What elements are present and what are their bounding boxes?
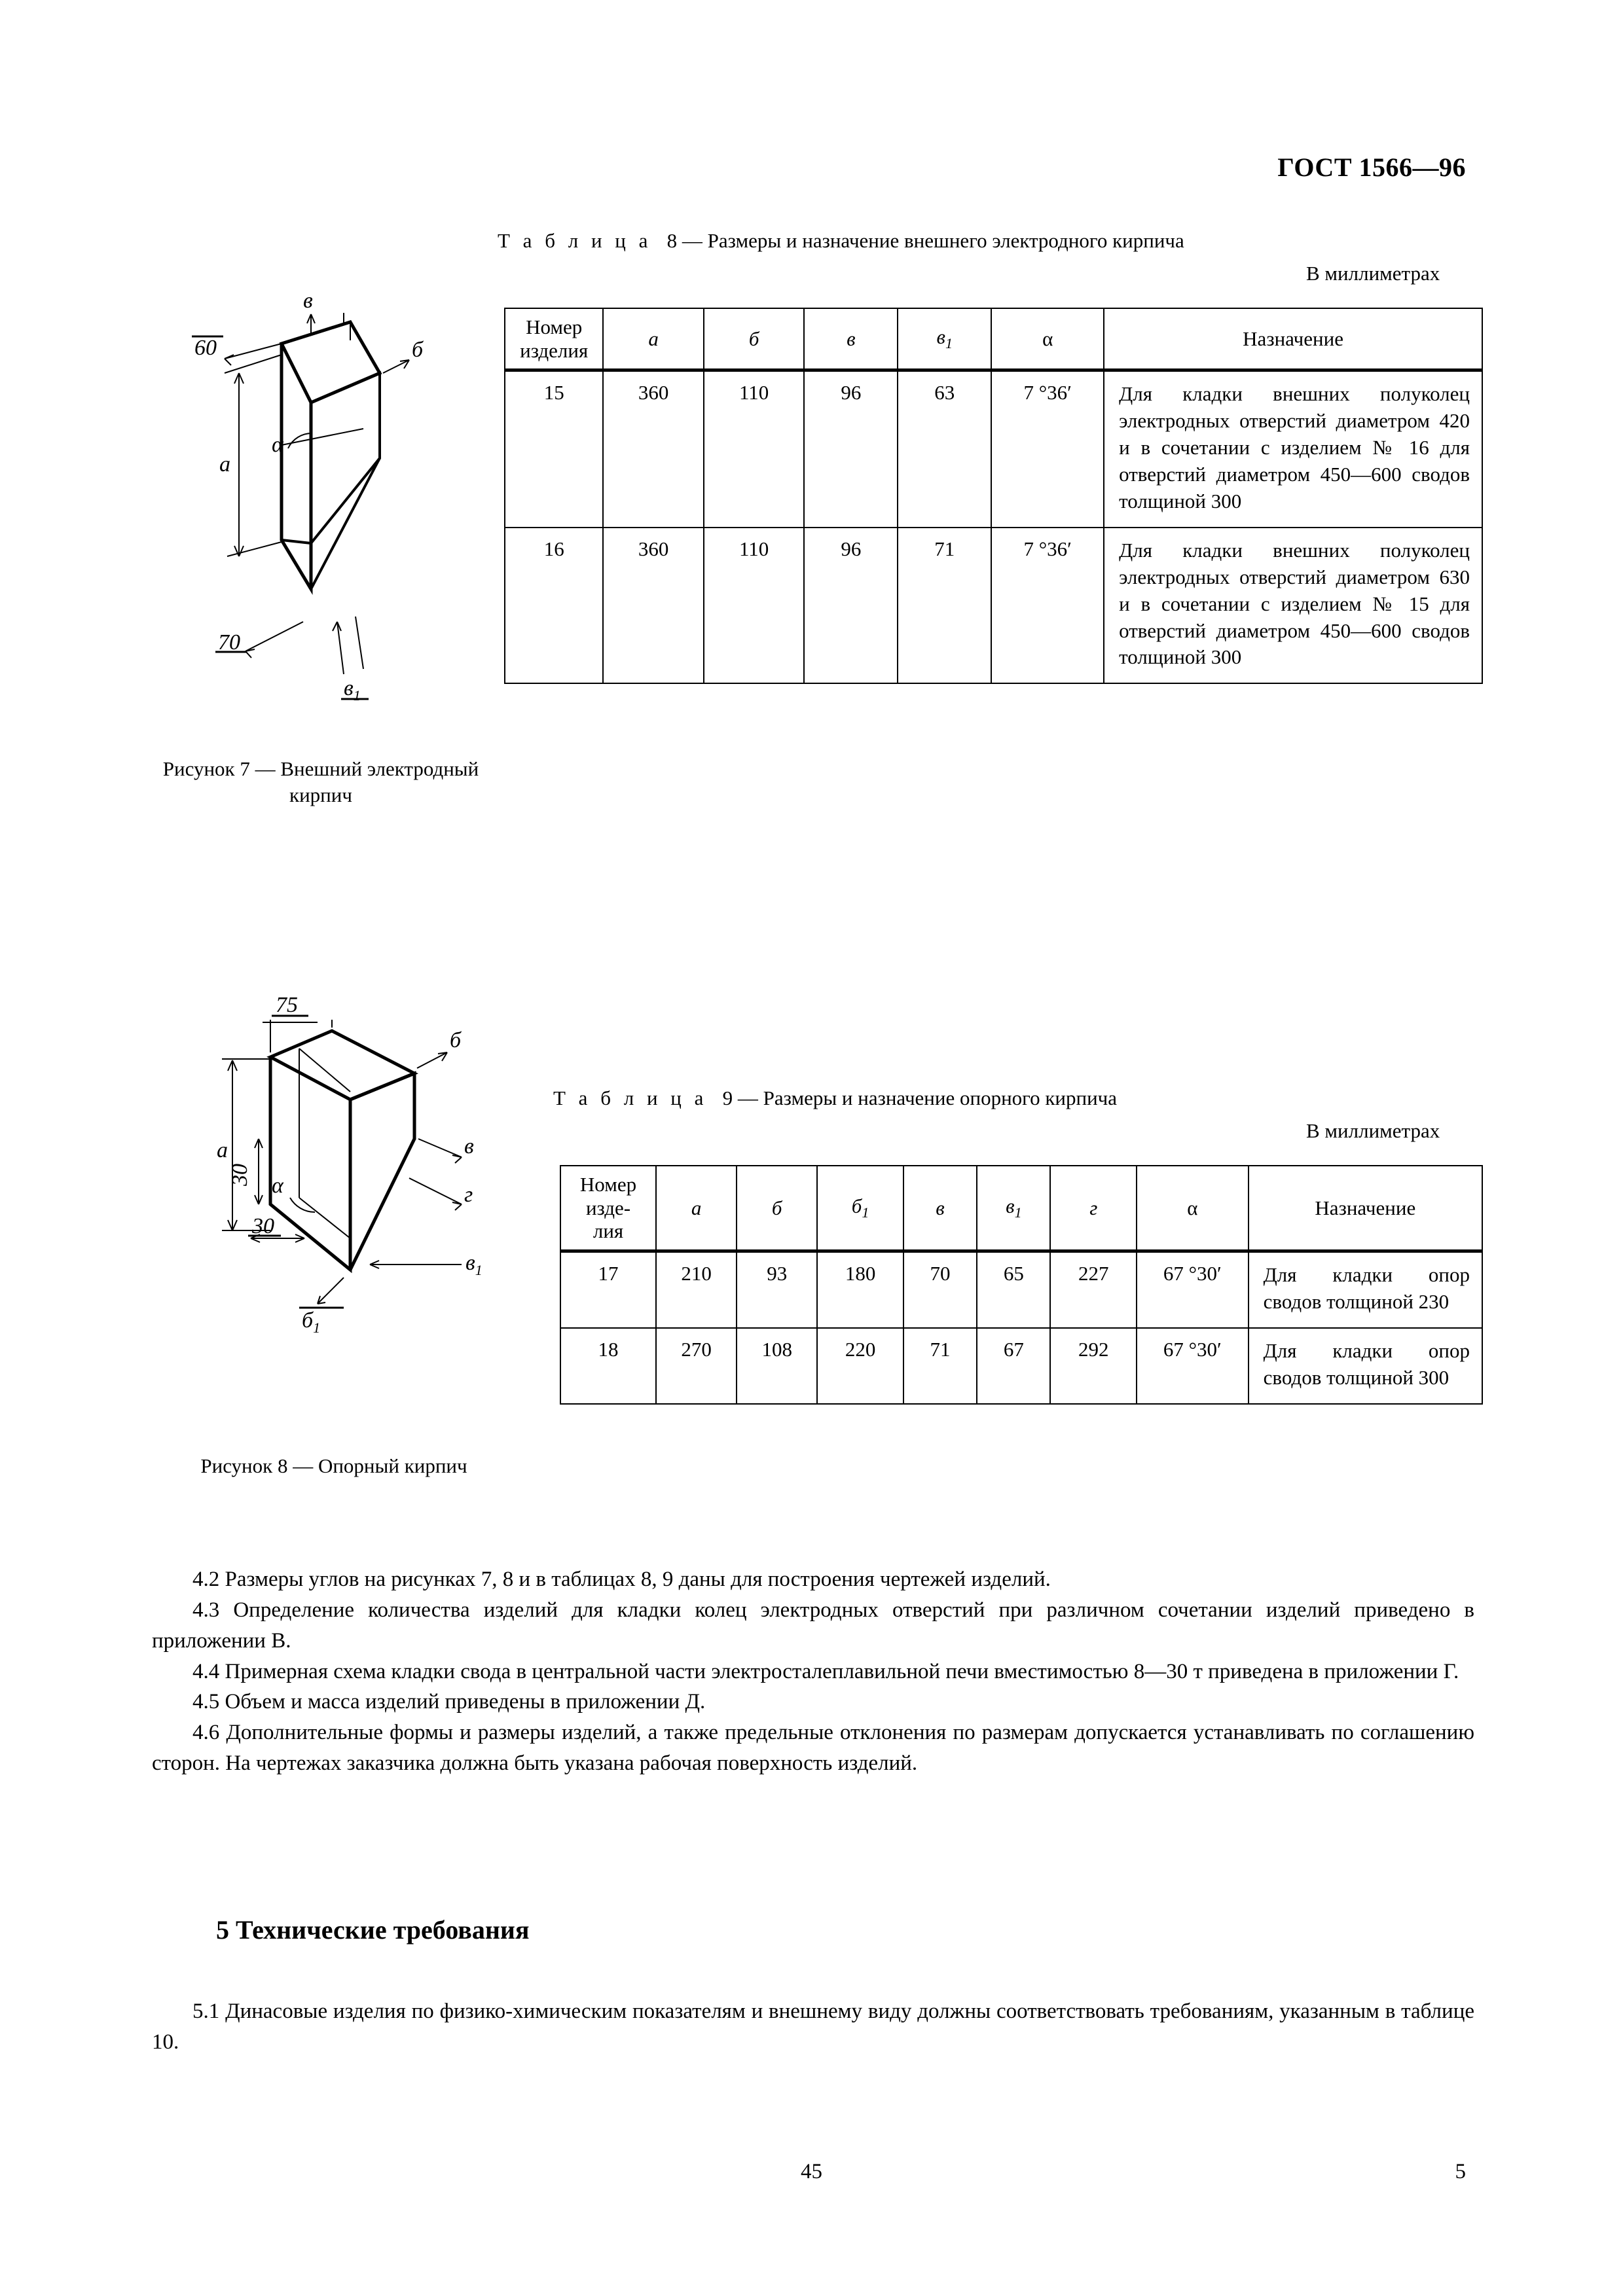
table8-r1-a: 360 [603, 528, 704, 684]
table9-header-g: г [1050, 1166, 1137, 1251]
figure-7-drawing [147, 281, 514, 740]
standard-designation: ГОСТ 1566—96 [1277, 152, 1466, 182]
table8-r1-purpose: Для кладки внешних полуколец электродных отверстий диаметром 630 и в сочетании с изделием № 15 для отверстий диаметром 450—600 сводов толщиной 300 [1104, 528, 1482, 684]
table9-r1-b1: 220 [817, 1328, 903, 1404]
fig8-label-alpha: α [272, 1174, 283, 1198]
figure-8-caption: Рисунок 8 — Опорный кирпич [200, 1454, 467, 1477]
table-row [505, 528, 1482, 684]
table9-r1-purpose: Для кладки опор сводов толщиной 300 [1249, 1328, 1482, 1404]
table8-r1-v: 96 [804, 528, 898, 684]
table9-r0-v: 70 [903, 1251, 977, 1327]
fig8-label-b1: $б_1$ [302, 1308, 321, 1336]
table-row [560, 1251, 1482, 1327]
paragraph-4-5: 4.5 Объем и масса изделий приведены в приложении Д. [192, 1690, 706, 1714]
table8-header-b: б [704, 308, 804, 370]
fig7-label-v: в [303, 289, 313, 313]
table9-r0-a: 210 [656, 1251, 737, 1327]
table9-header-alpha: α [1137, 1166, 1249, 1251]
table9-caption-label: Т а б л и ц а [553, 1086, 708, 1109]
table9-r0-v1: 65 [977, 1251, 1050, 1327]
fig8-label-30-bottom: 30 [252, 1214, 274, 1238]
table9-r0-b1: 180 [817, 1251, 903, 1327]
fig8-label-30-left: 30 [228, 1164, 252, 1186]
fig7-label-alpha: α [272, 433, 283, 457]
table-row [505, 370, 1482, 528]
table8-header-row [505, 308, 1482, 370]
table9-header-a: а [656, 1166, 737, 1251]
table9-r0-b: 93 [737, 1251, 817, 1327]
table9-caption-text: — Размеры и назначение опорного кирпича [737, 1086, 1118, 1109]
page-number-right: 5 [1455, 2160, 1466, 2183]
table8-caption-number: 8 [666, 229, 678, 252]
table8-r0-alpha: 7 °36′ [991, 370, 1104, 528]
paragraphs-section-5 [152, 1996, 1474, 2058]
table9-r0-alpha: 67 °30′ [1137, 1251, 1249, 1327]
table9-caption [553, 1086, 1117, 1110]
table8-wrapper [504, 308, 1483, 684]
table9-caption-number: 9 [722, 1086, 733, 1109]
table9-header-b: б [737, 1166, 817, 1251]
table8-r0-v: 96 [804, 370, 898, 528]
table8-r0-b: 110 [704, 370, 804, 528]
paragraph-4-6: 4.6 Дополнительные формы и размеры изделий, а также предельные отклонения по размерам допускается устанавливать по соглашению сторон. На чертежах заказчика должна быть указана рабочая поверхность изделий. [152, 1721, 1474, 1776]
fig7-label-b: б [412, 338, 424, 362]
table9-r0-purpose: Для кладки опор сводов толщиной 230 [1249, 1251, 1482, 1327]
table9-r1-b: 108 [737, 1328, 817, 1404]
table8-header-a: а [603, 308, 704, 370]
table9-r0-g: 227 [1050, 1251, 1137, 1327]
fig8-label-a: а [217, 1138, 228, 1162]
fig8-label-v: в [464, 1134, 474, 1158]
table9-header-number: Номер изде- лия [560, 1166, 656, 1251]
table9-r1-v1: 67 [977, 1328, 1050, 1404]
table9-header-v1: $в_1$ [977, 1166, 1050, 1251]
table9 [560, 1165, 1483, 1405]
table9-header-v: в [903, 1166, 977, 1251]
fig7-label-a: а [219, 452, 230, 476]
page-number-center: 45 [801, 2160, 822, 2183]
table8-header-v1: $в_1$ [898, 308, 991, 370]
table8-r0-v1: 63 [898, 370, 991, 528]
fig8-label-75: 75 [276, 993, 298, 1017]
table8-header-purpose: Назначение [1104, 308, 1482, 370]
table9-header-row [560, 1166, 1482, 1251]
table8-r1-alpha: 7 °36′ [991, 528, 1104, 684]
table8-header-number: Номер изделия [505, 308, 603, 370]
table8-caption-label: Т а б л и ц а [498, 229, 652, 252]
table8-units-note: В миллиметрах [1306, 262, 1440, 285]
table9-r0-number: 17 [560, 1251, 656, 1327]
paragraph-4-3: 4.3 Определение количества изделий для кладки колец электродных отверстий при различном сочетании изделий приведено в приложении В. [152, 1598, 1474, 1653]
fig7-label-v1: $в_1$ [344, 676, 361, 704]
table9-r1-v: 71 [903, 1328, 977, 1404]
figure-7-caption: Рисунок 7 — Внешний электродный кирпич [162, 757, 479, 807]
paragraphs-section-4 [152, 1564, 1474, 1779]
table8-r0-number: 15 [505, 370, 603, 528]
paragraph-5-1: 5.1 Динасовые изделия по физико-химическим показателям и внешнему виду должны соответствовать требованиям, указанным в таблице 10. [152, 2000, 1474, 2054]
paragraph-4-2: 4.2 Размеры углов на рисунках 7, 8 и в таблицах 8, 9 даны для построения чертежей изделий. [192, 1568, 1051, 1591]
table9-units-note: В миллиметрах [1306, 1119, 1440, 1142]
table9-r1-number: 18 [560, 1328, 656, 1404]
table9-header-purpose: Назначение [1249, 1166, 1482, 1251]
fig7-label-60: 60 [194, 336, 217, 360]
table8-r0-a: 360 [603, 370, 704, 528]
table8-r0-purpose: Для кладки внешних полуколец электродных отверстий диаметром 420 и в сочетании с изделием № 16 для отверстий диаметром 450—600 сводов толщиной 300 [1104, 370, 1482, 528]
paragraph-4-4: 4.4 Примерная схема кладки свода в центральной части электросталеплавильной печи вместимостью 8—30 т приведена в приложении Г. [192, 1659, 1459, 1683]
table9-header-b1: $б_1$ [817, 1166, 903, 1251]
fig7-label-70: 70 [218, 630, 240, 655]
table8-r1-number: 16 [505, 528, 603, 684]
table8-header-v: в [804, 308, 898, 370]
table9-r1-g: 292 [1050, 1328, 1137, 1404]
table8-header-alpha: α [991, 308, 1104, 370]
fig8-label-b: б [450, 1028, 462, 1052]
figure-8-drawing [154, 982, 547, 1440]
table8-caption-text: — Размеры и назначение внешнего электродного кирпича [682, 229, 1184, 252]
table8-r1-v1: 71 [898, 528, 991, 684]
section-heading-5: 5 Технические требования [216, 1915, 530, 1945]
table9-r1-a: 270 [656, 1328, 737, 1404]
fig8-label-v1: $в_1$ [465, 1251, 483, 1278]
table9-r1-alpha: 67 °30′ [1137, 1328, 1249, 1404]
table8-r1-b: 110 [704, 528, 804, 684]
table-row [560, 1328, 1482, 1404]
fig8-label-g: г [464, 1183, 473, 1207]
table8 [504, 308, 1483, 684]
table8-caption [498, 229, 1184, 253]
table9-wrapper [560, 1165, 1483, 1405]
